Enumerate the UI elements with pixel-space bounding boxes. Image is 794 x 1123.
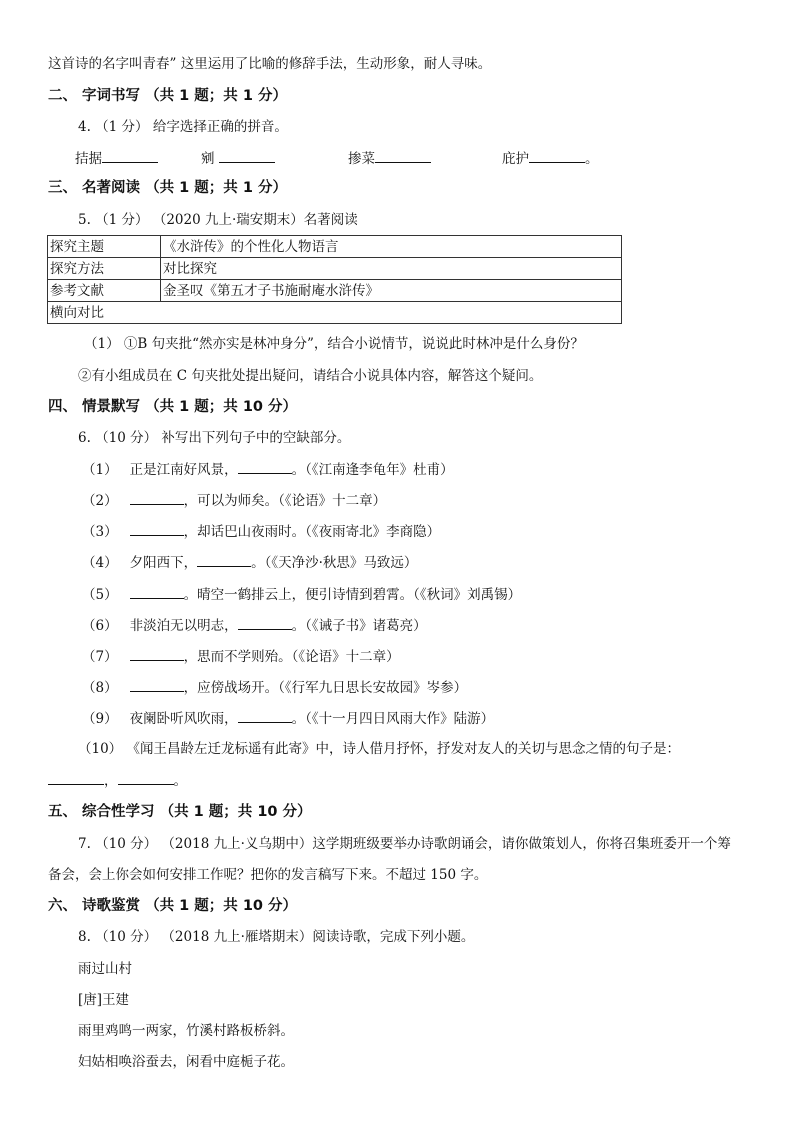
- item-number: （8）: [82, 680, 118, 696]
- q6-item: [82, 521, 440, 542]
- item-text: 夜阑卧听风吹雨，: [129, 711, 238, 727]
- q5-table: [47, 235, 622, 324]
- q4-item-3: 掺菜: [348, 148, 431, 169]
- item-text: 夕阳西下，: [129, 555, 198, 571]
- item-number: （7）: [82, 649, 118, 665]
- item-number: （9）: [82, 711, 118, 727]
- answer-blank[interactable]: [130, 677, 184, 692]
- q6-item: [82, 646, 400, 667]
- q5-stem: 5. （1 分） （2020 九上·瑞安期末）名著阅读: [78, 212, 358, 228]
- q6-stem: 6. （10 分） 补写出下列句子中的空缺部分。: [78, 430, 351, 446]
- poem-title: 雨过山村: [78, 961, 132, 977]
- q6-item-10: （10） 《闻王昌龄左迁龙标遥有此寄》中，诗人借月抒怀，抒发对友人的关切与思念之情的句子是：: [78, 741, 680, 757]
- section-5-heading: 五、 综合性学习 （共 1 题；共 10 分）: [48, 804, 312, 820]
- answer-blank[interactable]: [219, 148, 275, 163]
- item-number: （3）: [82, 524, 118, 540]
- answer-blank[interactable]: [238, 708, 292, 723]
- answer-blank[interactable]: [48, 770, 104, 785]
- q6-item: [82, 708, 494, 729]
- q8-stem: 8. （10 分） （2018 九上·雁塔期末）阅读诗歌，完成下列小题。: [78, 929, 475, 945]
- section-6-heading: 六、 诗歌鉴赏 （共 1 题；共 10 分）: [48, 898, 298, 914]
- q6-item: [82, 677, 467, 698]
- intro-line: 这首诗的名字叫青春” 这里运用了比喻的修辞手法，生动形象，耐人寻味。: [48, 56, 492, 72]
- item-number: （6）: [82, 618, 118, 634]
- section-4-heading: 四、 情景默写 （共 1 题；共 10 分）: [48, 399, 298, 415]
- q4-item-4: 庇护 。: [502, 148, 599, 169]
- item-text: 非淡泊无以明志，: [129, 618, 238, 634]
- item-text: 。（《诫子书》诸葛亮）: [291, 618, 427, 634]
- table-row: 横向对比: [48, 302, 622, 324]
- answer-blank[interactable]: [529, 148, 585, 163]
- answer-blank[interactable]: [197, 552, 251, 567]
- answer-blank[interactable]: [238, 615, 292, 630]
- answer-blank[interactable]: [130, 584, 184, 599]
- item-text: ，应傍战场开。（《行军九日思长安故园》岑参）: [183, 680, 468, 696]
- poem-author: [唐]王建: [78, 992, 130, 1008]
- poem-line-2: 妇姑相唤浴蚕去，闲看中庭栀子花。: [78, 1054, 294, 1070]
- section-2-heading: 二、 字词书写 （共 1 题；共 1 分）: [48, 88, 287, 104]
- q6-item-10-answer: ， 。: [48, 770, 187, 791]
- item-number: （2）: [82, 493, 118, 509]
- table-row: 参考文献 金圣叹《第五才子书施耐庵水浒传》: [48, 280, 622, 302]
- q4-item-2: 剜: [201, 148, 275, 169]
- item-text: 。晴空一鹤排云上，便引诗情到碧霄。（《秋词》刘禹锡）: [183, 587, 522, 603]
- item-text: ，可以为师矣。（《论语》十二章）: [183, 493, 387, 509]
- q7-line1: 7. （10 分） （2018 九上·义乌期中）这学期班级要举办诗歌朗诵会，请你做策划人，你将召集班委开一个筹: [78, 836, 731, 852]
- table-row: 探究主题 《水浒传》的个性化人物语言: [48, 236, 622, 258]
- q7-line2: 备会，会上你会如何安排工作呢？把你的发言稿写下来。不超过 150 字。: [48, 867, 488, 883]
- answer-blank[interactable]: [130, 521, 184, 536]
- q4-stem: 4. （1 分） 给字选择正确的拼音。: [78, 119, 288, 135]
- answer-blank[interactable]: [238, 459, 292, 474]
- q6-item: [82, 615, 427, 636]
- q5-sub1: （1） ①B 句夹批“然亦实是林冲身分”，结合小说情节，说说此时林冲是什么身份？: [84, 336, 584, 352]
- item-text: 正是江南好风景，: [129, 462, 238, 478]
- q6-item: [82, 459, 454, 480]
- q6-item: [82, 584, 521, 605]
- q6-item: [82, 490, 386, 511]
- item-text: 。（《十一月四日风雨大作》陆游）: [291, 711, 495, 727]
- poem-line-1: 雨里鸡鸣一两家，竹溪村路板桥斜。: [78, 1023, 294, 1039]
- answer-blank[interactable]: [130, 490, 184, 505]
- answer-blank[interactable]: [375, 148, 431, 163]
- answer-blank[interactable]: [102, 148, 158, 163]
- answer-blank[interactable]: [130, 646, 184, 661]
- q5-sub2: ②有小组成员在 C 句夹批处提出疑问，请结合小说具体内容，解答这个疑问。: [78, 368, 543, 384]
- section-3-heading: 三、 名著阅读 （共 1 题；共 1 分）: [48, 180, 287, 196]
- q4-item-1: 拮据: [75, 148, 158, 169]
- table-row: 探究方法 对比探究: [48, 258, 622, 280]
- item-text: ，思而不学则殆。（《论语》十二章）: [183, 649, 400, 665]
- item-text: ，却话巴山夜雨时。（《夜雨寄北》李商隐）: [183, 524, 441, 540]
- q6-item: [82, 552, 417, 573]
- item-number: （1）: [82, 462, 118, 478]
- item-text: 。（《天净沙·秋思》马致远）: [251, 555, 418, 571]
- item-number: （5）: [82, 587, 118, 603]
- item-number: （4）: [82, 555, 118, 571]
- answer-blank[interactable]: [118, 770, 174, 785]
- item-text: 。（《江南逢李龟年》杜甫）: [291, 462, 454, 478]
